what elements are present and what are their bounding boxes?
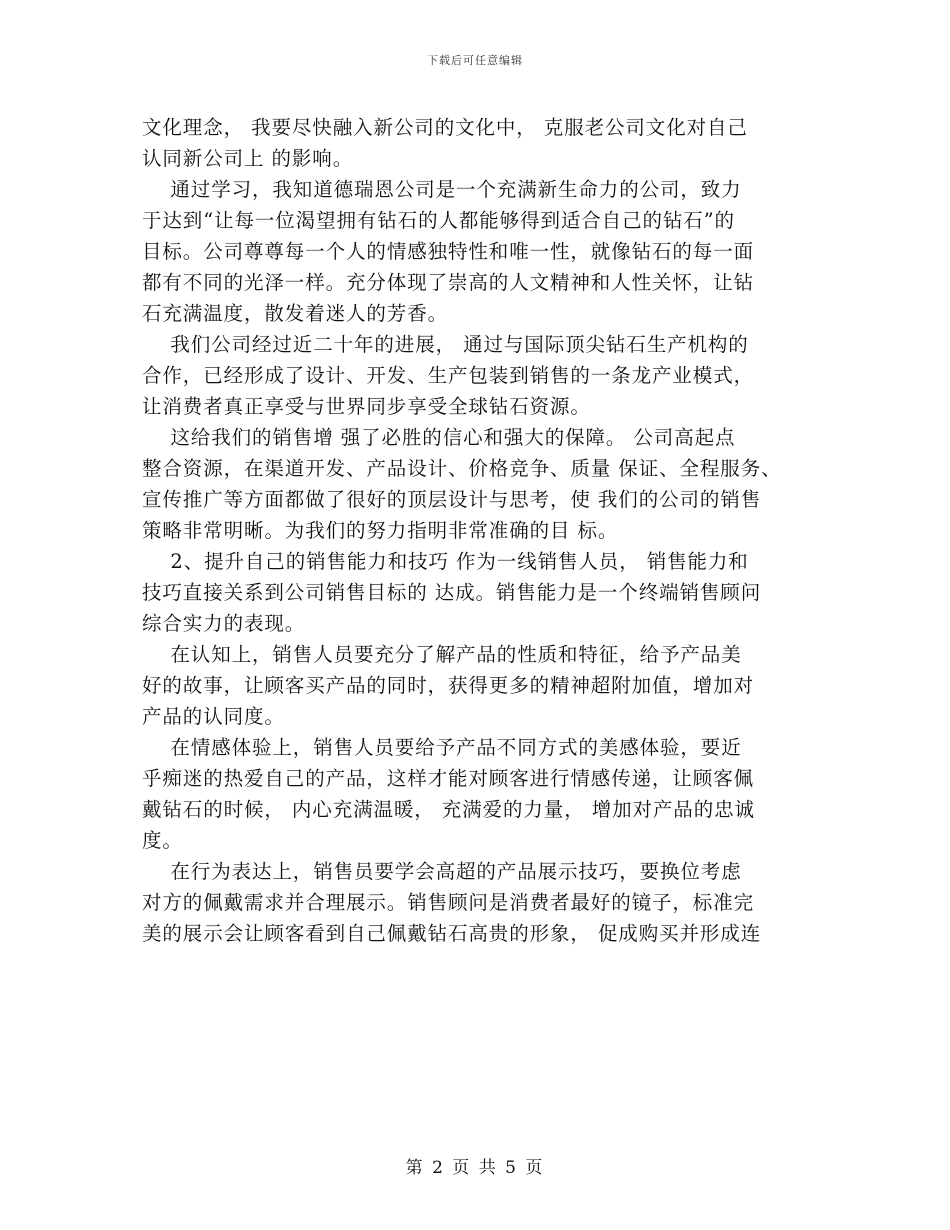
text-line: 戴钻石的时候， 内心充满温暖， 充满爱的力量， 增加对产品的忠诚 — [142, 798, 755, 821]
text-line: 策略非常明晰。为我们的努力指明非常准确的目 标。 — [142, 519, 619, 542]
text-line: 我们公司经过近二十年的进展， 通过与国际顶尖钻石生产机构的 — [142, 333, 749, 356]
page-number: 第 2 页 共 5 页 — [405, 1158, 545, 1178]
text-line: 整合资源，在渠道开发、产品设计、价格竞争、质量 保证、全程服务、 — [142, 457, 782, 480]
text-line: 宣传推广等方面都做了很好的顶层设计与思考，使 我们的公司的销售 — [142, 488, 762, 511]
text-line: 乎痴迷的热爱自己的产品，这样才能对顾客进行情感传递，让顾客佩 — [142, 767, 755, 790]
text-line: 于达到“让每一位渴望拥有钻石的人都能够得到适合自己的钻石”的 — [142, 209, 735, 232]
text-line: 美的展示会让顾客看到自己佩戴钻石高贵的形象， 促成购买并形成连 — [142, 922, 762, 945]
text-line: 度。 — [142, 829, 183, 852]
text-line: 综合实力的表现。 — [142, 612, 306, 635]
text-line: 产品的认同度。 — [142, 705, 285, 728]
page-header: 下载后可任意编辑 — [427, 54, 523, 67]
text-line: 这给我们的销售增 强了必胜的信心和强大的保障。 公司高起点 — [142, 426, 736, 449]
text-line: 目标。公司尊尊每一个人的情感独特性和唯一性，就像钻石的每一面 — [142, 240, 755, 263]
text-line: 认同新公司上 的影响。 — [142, 147, 354, 170]
text-line: 通过学习，我知道德瑞恩公司是一个充满新生命力的公司，致力 — [142, 178, 742, 201]
text-line: 在认知上，销售人员要充分了解产品的性质和特征，给予产品美 — [142, 643, 742, 666]
text-line: 让消费者真正享受与世界同步享受全球钻石资源。 — [142, 395, 591, 418]
text-line: 都有不同的光泽一样。充分体现了崇高的人文精神和人性关怀，让钻 — [142, 271, 755, 294]
text-line: 在情感体验上，销售人员要给予产品不同方式的美感体验，要近 — [142, 736, 742, 759]
text-line: 技巧直接关系到公司销售目标的 达成。销售能力是一个终端销售顾问 — [142, 581, 762, 604]
text-line: 2、提升自己的销售能力和技巧 作为一线销售人员， 销售能力和 — [142, 550, 749, 573]
text-line: 石充满温度，散发着迷人的芳香。 — [142, 302, 449, 325]
text-line: 文化理念， 我要尽快融入新公司的文化中， 克服老公司文化对自己 — [142, 116, 748, 139]
text-line: 对方的佩戴需求并合理展示。销售顾问是消费者最好的镜子，标准完 — [142, 891, 755, 914]
text-line: 合作，已经形成了设计、开发、生产包装到销售的一条龙产业模式， — [142, 364, 755, 387]
text-line: 好的故事，让顾客买产品的同时，获得更多的精神超附加值，增加对 — [142, 674, 755, 697]
document-body — [142, 112, 822, 949]
text-line: 在行为表达上，销售员要学会高超的产品展示技巧，要换位考虑 — [142, 860, 742, 883]
